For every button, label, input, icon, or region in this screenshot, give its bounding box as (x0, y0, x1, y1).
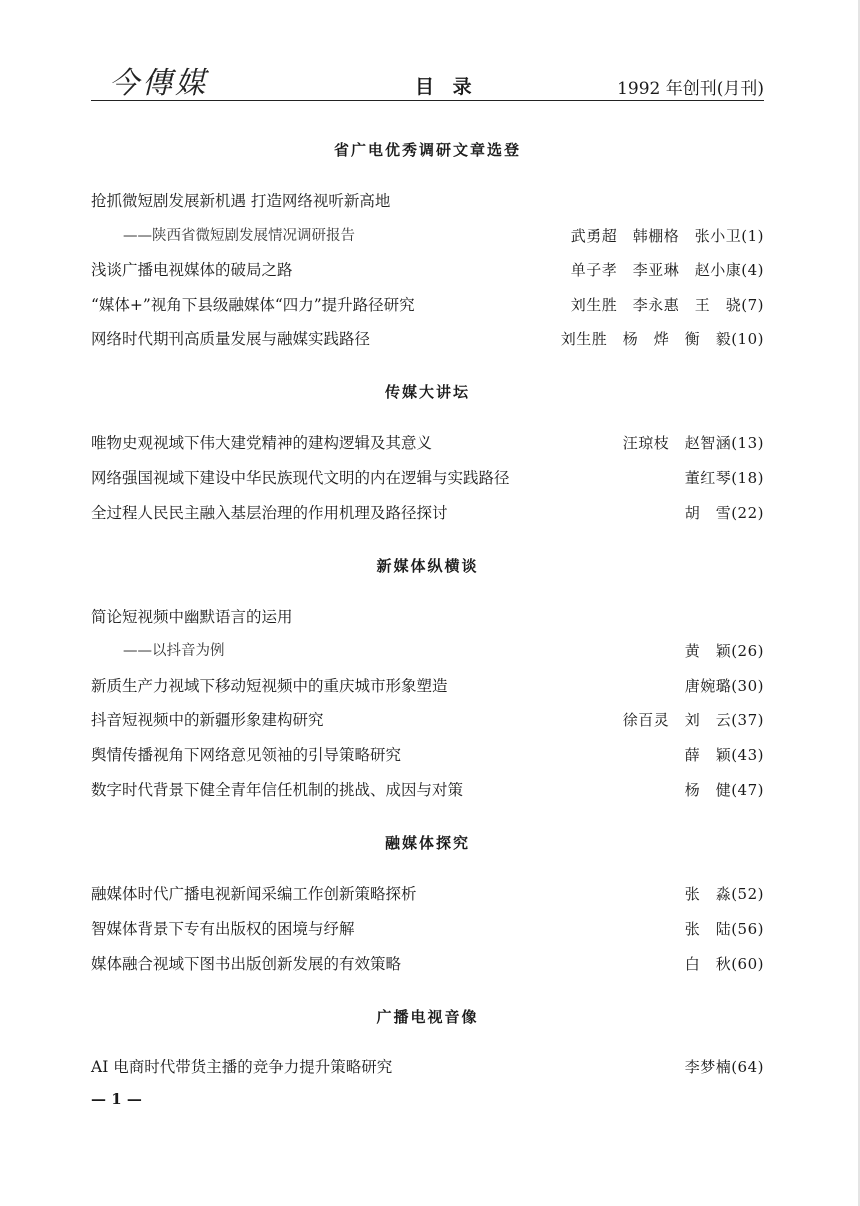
entry-title: 媒体融合视域下图书出版创新发展的有效策略 (91, 955, 402, 973)
entry-authors: 杨 健(47) (684, 781, 764, 799)
entry-authors: 李梦楠(64) (684, 1058, 764, 1076)
toc-entry[interactable] (91, 708, 764, 732)
entry-title: 数字时代背景下健全青年信任机制的挑战、成因与对策 (91, 781, 464, 799)
page-title: 目 录 (415, 76, 478, 98)
entry-title: 抢抓微短剧发展新机遇 打造网络视听新高地 (91, 192, 391, 210)
entry-title: 舆情传播视角下网络意见领袖的引导策略研究 (91, 746, 402, 764)
toc-entry[interactable] (91, 327, 764, 351)
entry-authors: 张 陆(56) (684, 920, 764, 938)
entry-authors: 董红琴(18) (684, 469, 764, 487)
entry-authors: 唐婉璐(30) (684, 677, 764, 695)
toc-entry[interactable] (91, 952, 764, 976)
entry-subtitle: ——以抖音为例 (123, 643, 225, 659)
section-heading: 传媒大讲坛 (384, 383, 470, 401)
toc-entry[interactable] (91, 778, 764, 802)
magazine-logo: 今傳媒 (109, 66, 208, 101)
entry-authors: 武勇超 韩棚格 张小卫(1) (570, 227, 764, 245)
toc-entry[interactable] (91, 917, 764, 941)
section-heading: 新媒体纵横谈 (376, 557, 479, 575)
entry-title: “媒体+”视角下县级融媒体“四力”提升路径研究 (91, 296, 415, 314)
entry-subtitle: ——陕西省微短剧发展情况调研报告 (123, 228, 355, 244)
toc-entry[interactable] (91, 466, 764, 490)
entry-authors: 刘生胜 李永惠 王 骁(7) (570, 296, 764, 314)
toc-entry[interactable] (91, 224, 764, 248)
entry-authors: 徐百灵 刘 云(37) (622, 711, 764, 729)
section-heading: 融媒体探究 (384, 834, 470, 852)
entry-title: 浅谈广播电视媒体的破局之路 (91, 261, 293, 279)
toc-entry[interactable] (91, 605, 764, 629)
section-heading: 省广电优秀调研文章选登 (333, 141, 521, 159)
toc-entry[interactable] (91, 501, 764, 525)
entry-title: AI 电商时代带货主播的竞争力提升策略研究 (91, 1058, 393, 1076)
section-heading: 广播电视音像 (376, 1008, 479, 1026)
entry-title: 融媒体时代广播电视新闻采编工作创新策略探析 (91, 885, 417, 903)
toc-entry[interactable] (91, 674, 764, 698)
entry-authors: 刘生胜 杨 烨 衡 毅(10) (560, 330, 764, 348)
entry-authors: 张 淼(52) (684, 885, 764, 903)
publication-info: 1992 年创刊(月刊) (617, 79, 764, 99)
entry-title: 唯物史观视域下伟大建党精神的建构逻辑及其意义 (91, 434, 433, 452)
toc-entry[interactable] (91, 882, 764, 906)
entry-title: 网络时代期刊高质量发展与融媒实践路径 (91, 330, 371, 348)
entry-title: 全过程人民民主融入基层治理的作用机理及路径探讨 (91, 504, 448, 522)
toc-entry[interactable] (91, 639, 764, 663)
page-number: — 1 — (91, 1090, 142, 1108)
entry-authors: 黄 颖(26) (684, 642, 764, 660)
entry-title: 网络强国视域下建设中华民族现代文明的内在逻辑与实践路径 (91, 469, 510, 487)
entry-title: 智媒体背景下专有出版权的困境与纾解 (91, 920, 355, 938)
entry-title: 抖音短视频中的新疆形象建构研究 (91, 711, 324, 729)
toc-entry[interactable] (91, 293, 764, 317)
entry-title: 简论短视频中幽默语言的运用 (91, 608, 293, 626)
toc-entry[interactable] (91, 431, 764, 455)
entry-authors: 汪琼枝 赵智涵(13) (622, 434, 764, 452)
entry-authors: 胡 雪(22) (684, 504, 764, 522)
toc-entry[interactable] (91, 1055, 764, 1079)
entry-authors: 单子孝 李亚琳 赵小康(4) (570, 261, 764, 279)
entry-authors: 白 秋(60) (684, 955, 764, 973)
entry-authors: 薛 颖(43) (684, 746, 764, 764)
entry-title: 新质生产力视域下移动短视频中的重庆城市形象塑造 (91, 677, 448, 695)
toc-entry[interactable] (91, 189, 764, 213)
toc-entry[interactable] (91, 743, 764, 767)
page-header (91, 58, 764, 101)
toc-entry[interactable] (91, 258, 764, 282)
